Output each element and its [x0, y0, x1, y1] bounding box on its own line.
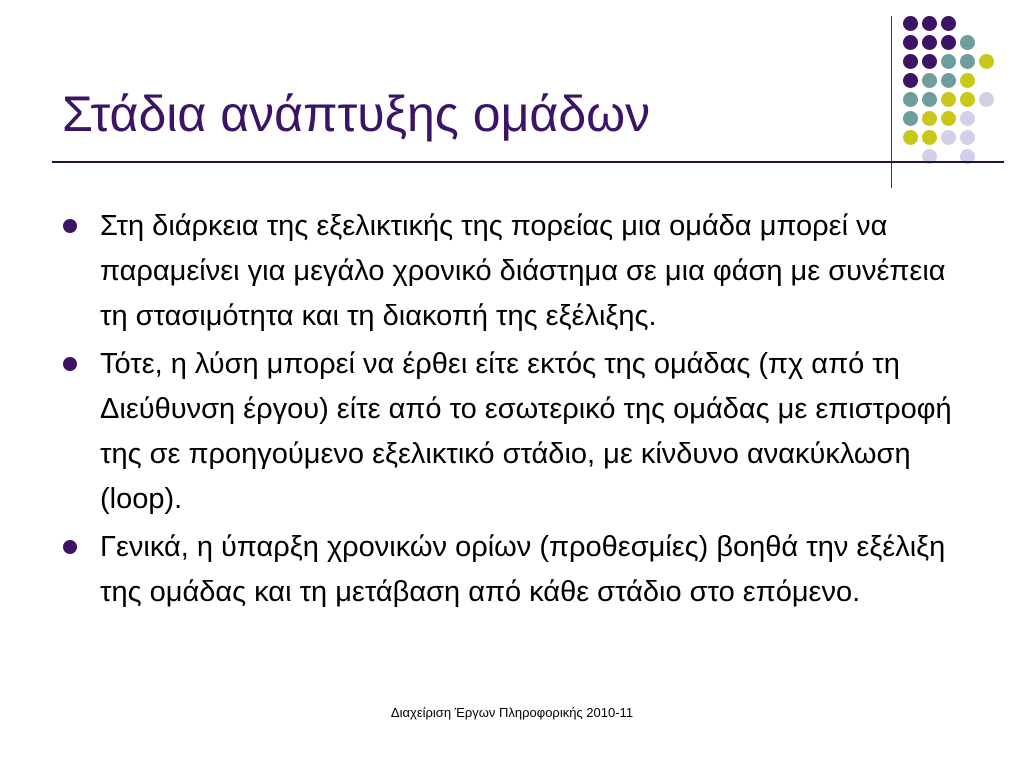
decorative-dot: [922, 92, 937, 107]
decorative-dot: [941, 54, 956, 69]
decorative-dot: [922, 35, 937, 50]
decorative-dot: [960, 130, 975, 145]
bullet-item: [62, 342, 962, 522]
decorative-dot: [922, 54, 937, 69]
decorative-dot: [960, 92, 975, 107]
decorative-dot: [903, 130, 918, 145]
slide-footer: Διαχείριση Έργων Πληροφορικής 2010-11: [390, 705, 634, 720]
bullet-text: Στη διάρκεια της εξελικτικής της πορείας μια ομάδα μπορεί να παραμείνει για μεγάλο χρονικό διάστημα σε μια φάση με συνέπεια τη στασιμότητα και τη διακοπή της εξέλιξης.: [100, 210, 946, 332]
decorative-dot: [903, 35, 918, 50]
bullet-item: [62, 525, 962, 615]
bullet-item: [62, 204, 962, 339]
decorative-dot: [960, 54, 975, 69]
decorative-dot: [922, 130, 937, 145]
slide-title: Στάδια ανάπτυξης ομάδων: [62, 86, 651, 142]
bullet-text: Τότε, η λύση μπορεί να έρθει είτε εκτός της ομάδας (πχ από τη Διεύθυνση έργου) είτε από το εσωτερικό της ομάδας με επιστροφή της σε προηγούμενο εξελικτικό στάδιο, με κίνδυνο ανακύκλωση (loop).: [100, 348, 952, 515]
decorative-dot: [941, 92, 956, 107]
decorative-dot: [922, 16, 937, 31]
decorative-dot: [903, 92, 918, 107]
decorative-dot: [941, 73, 956, 88]
bullet-list: [62, 204, 962, 618]
bullet-text: Γενικά, η ύπαρξη χρονικών ορίων (προθεσμίες) βοηθά την εξέλιξη της ομάδας και τη μετάβαση από κάθε στάδιο στο επόμενο.: [100, 531, 946, 608]
decorative-dot: [960, 111, 975, 126]
decorative-dot: [903, 111, 918, 126]
decorative-dot: [941, 111, 956, 126]
decorative-dot: [960, 35, 975, 50]
bullet-dot-icon: [63, 219, 77, 233]
decorative-dot: [979, 92, 994, 107]
decorative-dot: [922, 111, 937, 126]
decorative-dot: [941, 130, 956, 145]
title-underline: [52, 161, 1004, 163]
bullet-dot-icon: [63, 540, 77, 554]
decorative-dot: [941, 35, 956, 50]
bullet-dot-icon: [63, 357, 77, 371]
decorative-dot: [941, 16, 956, 31]
decorative-dot: [903, 73, 918, 88]
decorative-dot: [960, 73, 975, 88]
decorative-dot: [903, 54, 918, 69]
decorative-dot: [903, 16, 918, 31]
decorative-dot: [979, 54, 994, 69]
decorative-dot: [922, 73, 937, 88]
